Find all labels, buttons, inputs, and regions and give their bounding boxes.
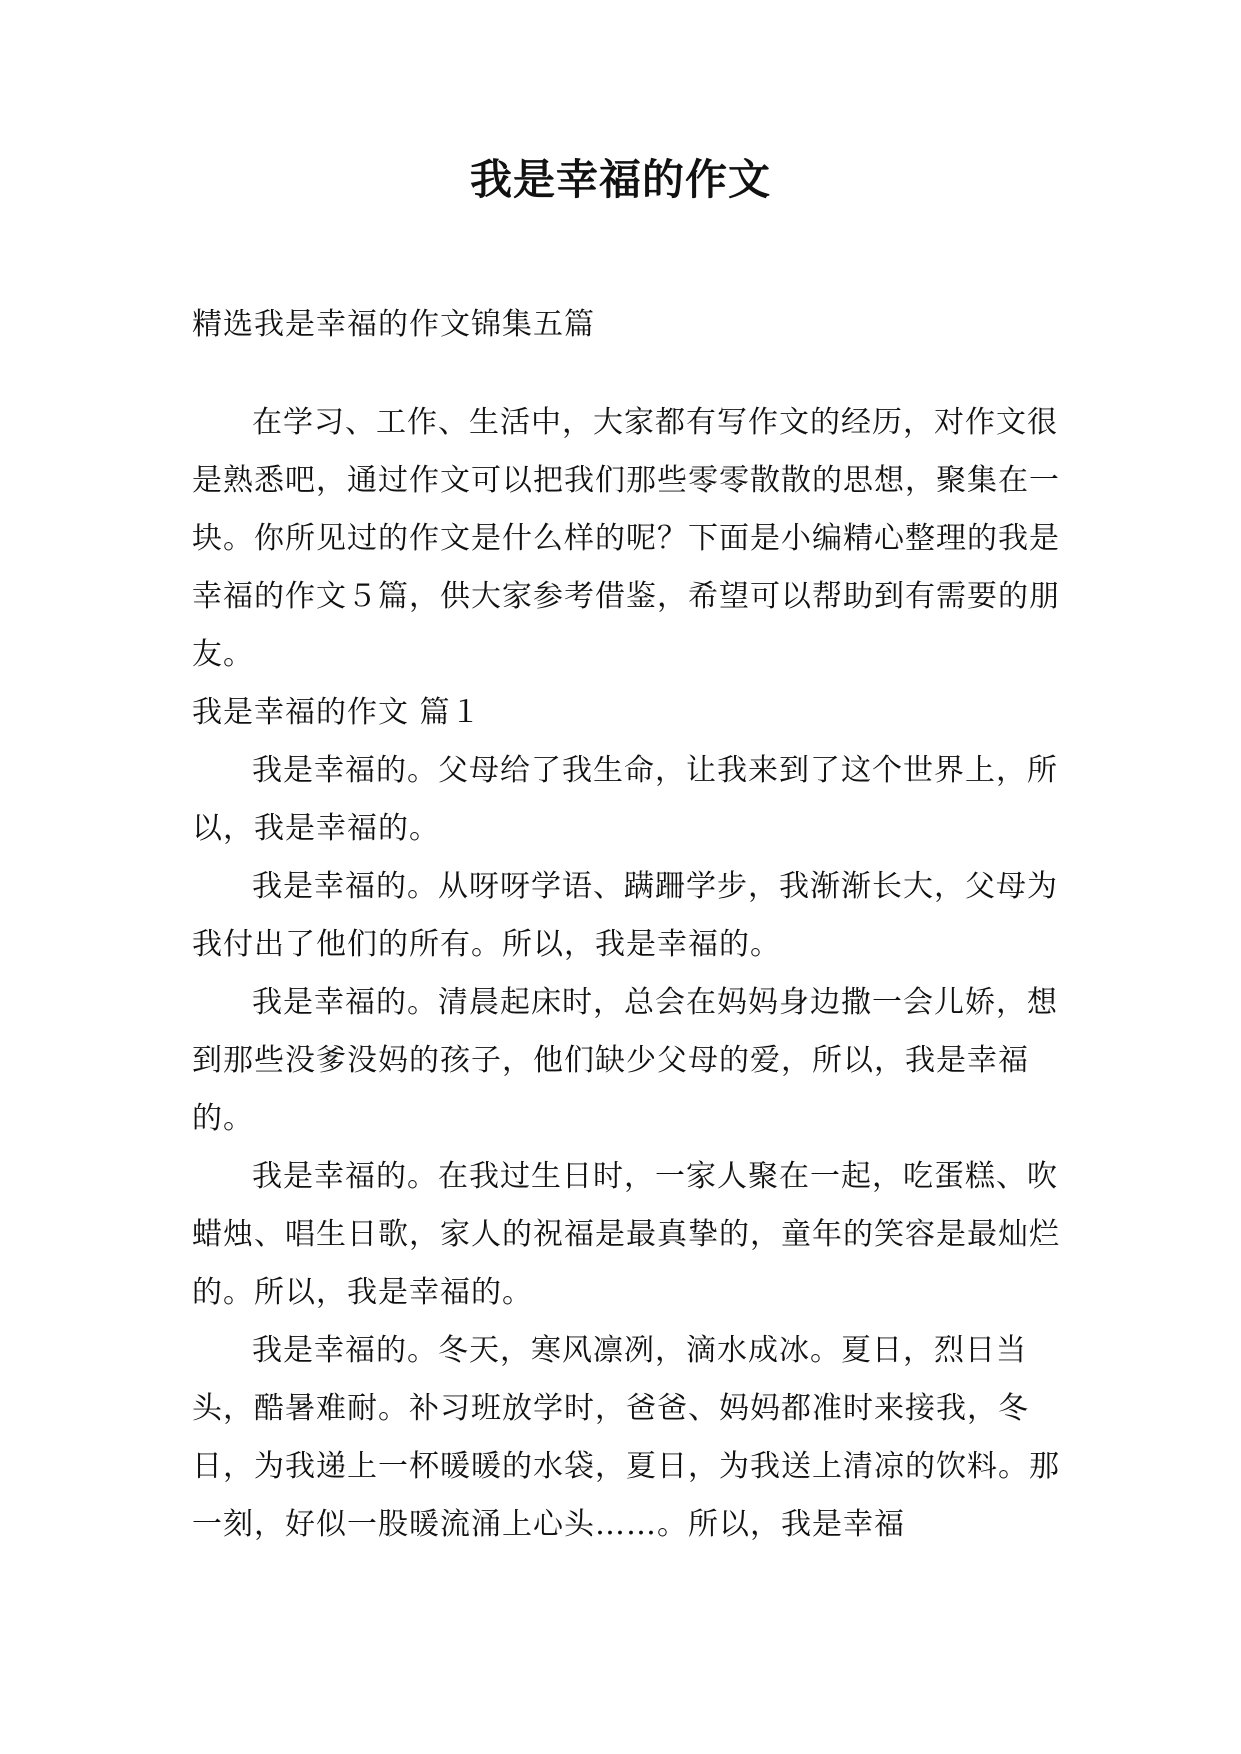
body-paragraph: 我是幸福的。在我过生日时，一家人聚在一起，吃蛋糕、吹蜡烛、唱生日歌，家人的祝福是最真挚的，童年的笑容是最灿烂的。所以，我是幸福的。 [192, 1159, 1060, 1310]
document-body [192, 296, 1060, 1554]
body-paragraph: 我是幸福的。冬天，寒风凛冽，滴水成冰。夏日，烈日当头，酷暑难耐。补习班放学时，爸爸、妈妈都准时来接我，冬日，为我递上一杯暖暖的水袋，夏日，为我送上清凉的饮料。那一刻，好似一股暖流涌上心头……。所以，我是幸福 [192, 1333, 1060, 1542]
body-paragraph: 我是幸福的。从呀呀学语、蹒跚学步，我渐渐长大，父母为我付出了他们的所有。所以，我是幸福的。 [192, 869, 1058, 962]
document-subtitle: 精选我是幸福的作文锦集五篇 [192, 307, 595, 342]
body-paragraph: 我是幸福的。父母给了我生命，让我来到了这个世界上，所以，我是幸福的。 [192, 753, 1058, 846]
intro-paragraph: 在学习、工作、生活中，大家都有写作文的经历，对作文很是熟悉吧，通过作文可以把我们那些零零散散的思想，聚集在一块。你所见过的作文是什么样的呢？下面是小编精心整理的我是幸福的作文５篇，供大家参考借鉴，希望可以帮助到有需要的朋友。 [192, 405, 1060, 672]
page-title: 我是幸福的作文 [469, 155, 771, 204]
body-paragraph: 我是幸福的。清晨起床时，总会在妈妈身边撒一会儿娇，想到那些没爹没妈的孩子，他们缺少父母的爱，所以，我是幸福的。 [192, 985, 1058, 1136]
section-heading: 我是幸福的作文 篇１ [192, 695, 482, 730]
